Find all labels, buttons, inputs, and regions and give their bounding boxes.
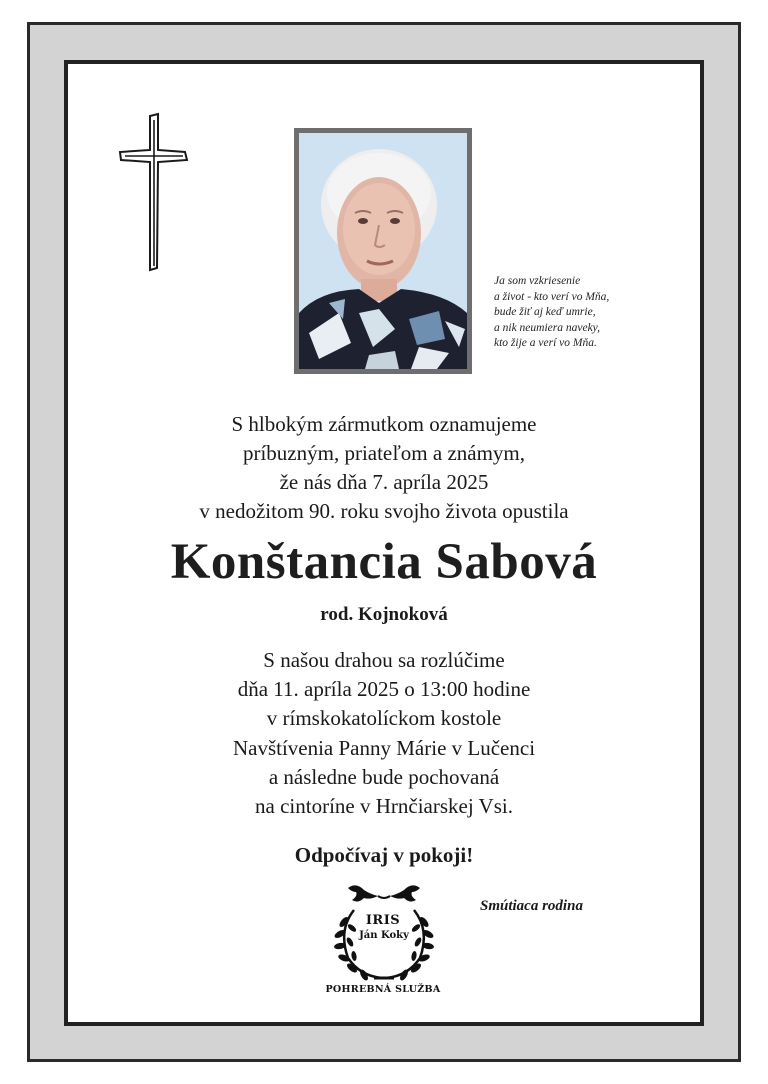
funeral-details xyxy=(64,646,704,821)
mourners-signature: Smútiaca rodina xyxy=(480,898,583,914)
announcement-line: v nedožitom 90. roku svojho života opustila xyxy=(199,499,569,523)
funeral-service-logo xyxy=(320,880,450,998)
announcement-line: že nás dňa 7. apríla 2025 xyxy=(279,470,489,494)
verse-line: bude žiť aj keď umrie, xyxy=(494,306,596,318)
logo-brand: IRIS xyxy=(365,913,401,928)
logo-owner: Ján Koky xyxy=(359,930,409,941)
farewell-text: Odpočívaj v pokoji! xyxy=(294,843,474,867)
dove-icon xyxy=(348,885,420,901)
funeral-line: Navštívenia Panny Márie v Lučenci xyxy=(232,735,536,760)
death-announcement xyxy=(64,410,704,526)
funeral-line: S našou drahou sa rozlúčime xyxy=(263,648,505,672)
logo-service-label: POHREBNÁ SLUŽBA xyxy=(325,984,441,995)
bible-verse xyxy=(494,274,684,352)
maiden-name: rod. Kojnoková xyxy=(320,604,448,625)
funeral-line: a následne bude pochovaná xyxy=(268,764,500,789)
funeral-line: v rímskokatolíckom kostole xyxy=(266,706,502,731)
funeral-line: dňa 11. apríla 2025 o 13:00 hodine xyxy=(237,677,531,702)
verse-line: a život - kto verí vo Mňa, xyxy=(494,290,610,303)
verse-line: kto žije a verí vo Mňa. xyxy=(494,337,597,349)
portrait-photo xyxy=(294,128,472,374)
verse-line: a nik neumiera naveky, xyxy=(494,321,601,334)
funeral-line: na cintoríne v Hrnčiarskej Vsi. xyxy=(255,794,513,819)
deceased-name: Konštancia Sabová xyxy=(170,534,598,590)
portrait-image xyxy=(299,133,467,369)
cross-icon xyxy=(115,112,193,272)
announcement-line: S hlbokým zármutkom oznamujeme xyxy=(231,412,537,436)
announcement-line: príbuzným, priateľom a známym, xyxy=(242,441,526,465)
verse-line: Ja som vzkriesenie xyxy=(494,275,581,287)
